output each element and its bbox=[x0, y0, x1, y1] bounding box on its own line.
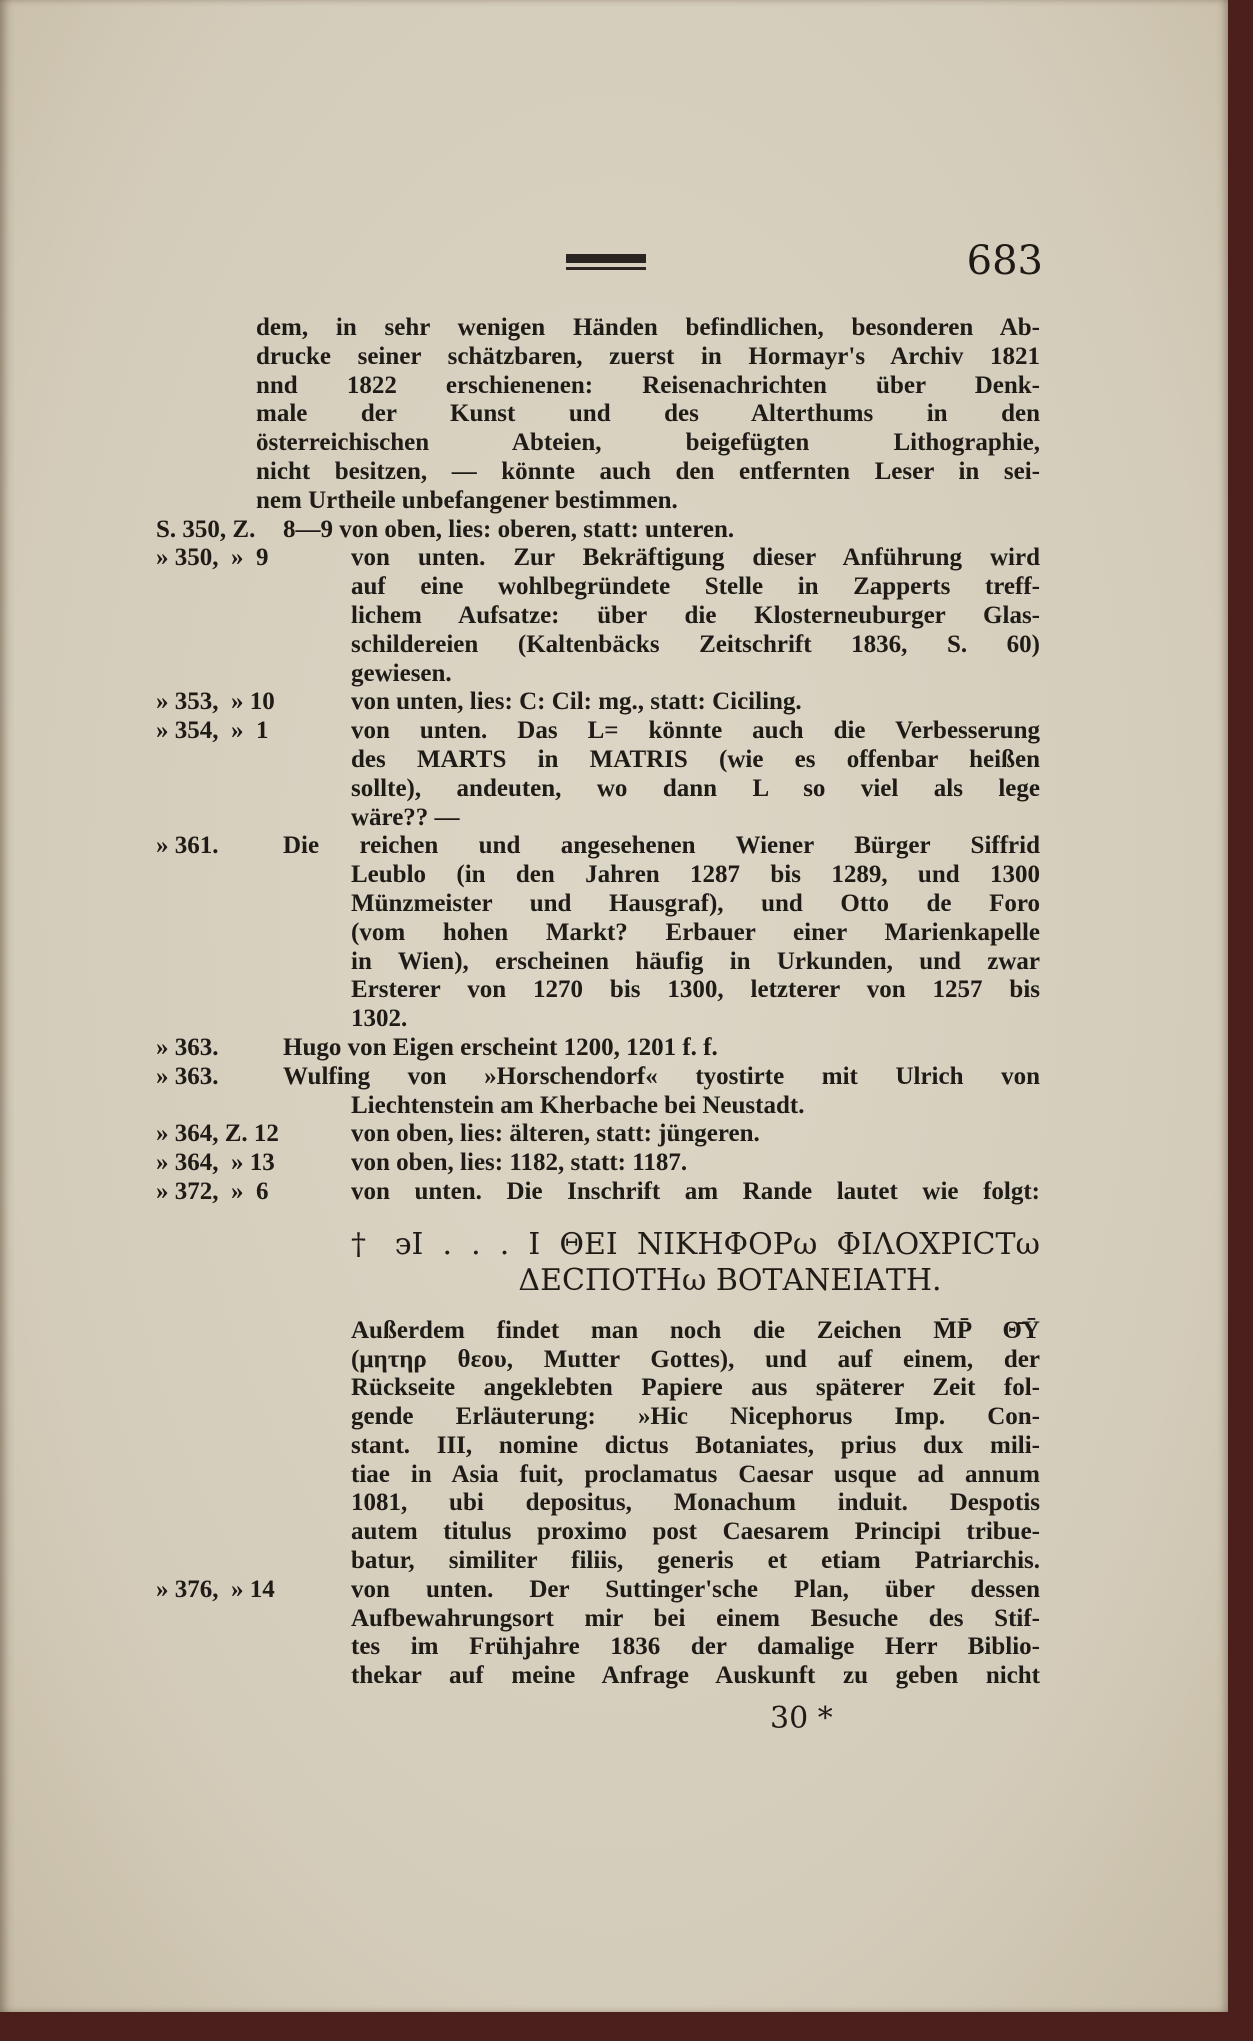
page-number: 683 bbox=[966, 238, 1043, 284]
text-line bbox=[0, 919, 1100, 948]
line-text: gewiesen. bbox=[351, 659, 452, 687]
text-line bbox=[0, 1518, 1100, 1547]
errata-reference-label: » 376, » 14 bbox=[156, 1575, 275, 1603]
text-line bbox=[0, 804, 1100, 833]
line-text: auf eine wohlbegründete Stelle in Zapperts treff- bbox=[351, 573, 1040, 601]
line-text: von unten. Das L= könnte auch die Verbesserung bbox=[351, 717, 1040, 745]
line-text: Die reichen und angesehenen Wiener Bürger Siffrid bbox=[283, 832, 1040, 860]
errata-entry-line bbox=[0, 1063, 1100, 1092]
line-text: male der Kunst und des Alterthums in den bbox=[256, 400, 1040, 428]
header-ornament-underline bbox=[566, 267, 646, 270]
text-line bbox=[0, 861, 1100, 890]
line-text: Rückseite angeklebten Papiere aus späterer Zeit fol- bbox=[351, 1374, 1040, 1402]
line-text: tiae in Asia fuit, proclamatus Caesar usque ad annum bbox=[351, 1460, 1040, 1488]
text-line bbox=[0, 1605, 1100, 1634]
text-line bbox=[0, 1092, 1100, 1121]
errata-reference-label: » 372, » 6 bbox=[156, 1177, 269, 1205]
text-line bbox=[0, 1374, 1100, 1403]
errata-entry-line bbox=[0, 1149, 1100, 1178]
text-line bbox=[0, 976, 1100, 1005]
line-text: nicht besitzen, — könnte auch den entfernten Leser in sei- bbox=[256, 457, 1040, 485]
line-text: autem titulus proximo post Caesarem Principi tribue- bbox=[351, 1518, 1040, 1546]
line-text: stant. III, nomine dictus Botaniates, prius dux mili- bbox=[351, 1431, 1040, 1459]
line-text: von unten, lies: C: Cil: mg., statt: Ciciling. bbox=[351, 688, 802, 716]
line-text: gende Erläuterung: »Hic Nicephorus Imp. Con- bbox=[351, 1403, 1040, 1431]
text-line bbox=[0, 429, 1100, 458]
line-text: (μητηρ θεου, Mutter Gottes), und auf einem, der bbox=[351, 1345, 1040, 1373]
line-text: (vom hohen Markt? Erbauer einer Marienkapelle bbox=[351, 918, 1040, 946]
line-text: lichem Aufsatze: über die Klosterneuburger Glas- bbox=[351, 601, 1040, 629]
errata-reference-label: » 350, » 9 bbox=[156, 544, 269, 572]
errata-entry-line bbox=[0, 717, 1100, 746]
line-text: 1081, ubi depositus, Monachum induit. Despotis bbox=[351, 1489, 1040, 1517]
line-text: Liechtenstein am Kherbache bei Neustadt. bbox=[351, 1091, 805, 1119]
text-line bbox=[0, 1461, 1100, 1490]
line-text: des MARTS in MATRIS (wie es offenbar heißen bbox=[351, 745, 1040, 773]
line-text: dem, in sehr wenigen Händen befindlichen, besonderen Ab- bbox=[256, 314, 1040, 341]
line-text: nnd 1822 erschienenen: Reisenachrichten über Denk- bbox=[256, 371, 1040, 399]
errata-reference-label: » 363. bbox=[156, 1062, 219, 1090]
text-line bbox=[0, 948, 1100, 977]
text-line bbox=[0, 602, 1100, 631]
text-line bbox=[0, 573, 1100, 602]
text-line bbox=[0, 343, 1100, 372]
line-text: sollte), andeuten, wo dann L so viel als lege bbox=[351, 774, 1040, 802]
inscription-text: † ϶Ι . . . Ι ΘΕΙ ΝΙΚΗΦΟΡω ΦΙΛΟΧΡΙCΤω bbox=[351, 1226, 1040, 1262]
greek-inscription-line bbox=[0, 1227, 1100, 1263]
text-line bbox=[0, 487, 1100, 516]
errata-entry-line bbox=[0, 1178, 1100, 1207]
text-line bbox=[0, 458, 1100, 487]
text-line bbox=[0, 775, 1100, 804]
errata-entry-line bbox=[0, 516, 1100, 545]
errata-entry-line bbox=[0, 544, 1100, 573]
line-text: drucke seiner schätzbaren, zuerst in Hormayr's Archiv 1821 bbox=[256, 342, 1040, 370]
errata-reference-label: » 364, » 13 bbox=[156, 1149, 275, 1177]
line-text: von unten. Die Inschrift am Rande lautet wie folgt: bbox=[351, 1177, 1040, 1205]
line-text: von oben, lies: älteren, statt: jüngeren. bbox=[351, 1120, 760, 1148]
text-line bbox=[0, 1662, 1100, 1691]
line-text: wäre?? — bbox=[351, 803, 460, 831]
text-line bbox=[0, 1489, 1100, 1518]
signature-mark: 30 * bbox=[770, 1701, 833, 1736]
text-line bbox=[0, 1547, 1100, 1576]
text-line bbox=[0, 746, 1100, 775]
line-text: österreichischen Abteien, beigefügten Lithographie, bbox=[256, 429, 1040, 457]
line-text: Aufbewahrungsort mir bei einem Besuche des Stif- bbox=[351, 1604, 1040, 1632]
line-text: 8—9 von oben, lies: oberen, statt: unteren. bbox=[283, 515, 735, 543]
line-text: Münzmeister und Hausgraf), und Otto de Foro bbox=[351, 889, 1040, 917]
errata-entry-line bbox=[0, 1034, 1100, 1063]
text-line bbox=[0, 660, 1100, 689]
line-text: thekar auf meine Anfrage Auskunft zu geben nicht bbox=[351, 1662, 1040, 1690]
line-text: 1302. bbox=[351, 1005, 408, 1033]
errata-reference-label: » 354, » 1 bbox=[156, 717, 269, 745]
errata-entry-line bbox=[0, 1120, 1100, 1149]
text-line bbox=[0, 631, 1100, 660]
errata-entry-line bbox=[0, 688, 1100, 717]
line-text: Leublo (in den Jahren 1287 bis 1289, und 1300 bbox=[351, 861, 1040, 889]
errata-reference-label: » 353, » 10 bbox=[156, 688, 275, 716]
line-text: in Wien), erscheinen häufig in Urkunden, und zwar bbox=[351, 947, 1040, 975]
line-text: von unten. Der Suttinger'sche Plan, über dessen bbox=[351, 1575, 1040, 1603]
line-text: Außerdem findet man noch die Zeichen M̄P̄ Θ̄Ȳ bbox=[351, 1316, 1040, 1344]
page-body-text bbox=[0, 314, 1100, 1691]
line-text: tes im Frühjahre 1836 der damalige Herr Biblio- bbox=[351, 1633, 1040, 1661]
line-text: von oben, lies: 1182, statt: 1187. bbox=[351, 1149, 688, 1177]
line-text: Hugo von Eigen erscheint 1200, 1201 f. f. bbox=[283, 1033, 718, 1061]
text-line bbox=[0, 1005, 1100, 1034]
errata-reference-label: » 363. bbox=[156, 1033, 219, 1061]
text-line bbox=[0, 314, 1100, 343]
text-line bbox=[0, 890, 1100, 919]
line-text: Ersterer von 1270 bis 1300, letzterer von 1257 bis bbox=[351, 976, 1040, 1004]
errata-reference-label: » 364, Z. 12 bbox=[156, 1120, 279, 1148]
line-text: nem Urtheile unbefangener bestimmen. bbox=[256, 486, 678, 514]
errata-reference-label: S. 350, Z. bbox=[156, 515, 256, 543]
errata-entry-line bbox=[0, 832, 1100, 861]
text-line bbox=[0, 1633, 1100, 1662]
line-text: Wulfing von »Horschendorf« tyostirte mit Ulrich von bbox=[283, 1062, 1040, 1090]
text-line bbox=[0, 1346, 1100, 1375]
text-line bbox=[0, 1403, 1100, 1432]
errata-reference-label: » 361. bbox=[156, 832, 219, 860]
text-line bbox=[0, 372, 1100, 401]
errata-entry-line bbox=[0, 1576, 1100, 1605]
inscription-text: ΔΕCΠΟΤΗω ΒΟΤΑΝΕΙΑΤΗ. bbox=[518, 1262, 942, 1298]
line-text: batur, similiter filiis, generis et etiam Patriarchis. bbox=[351, 1547, 1040, 1575]
text-line bbox=[0, 1317, 1100, 1346]
text-line bbox=[0, 1432, 1100, 1461]
header-ornament-rule bbox=[566, 254, 646, 263]
text-line bbox=[0, 400, 1100, 429]
line-text: von unten. Zur Bekräftigung dieser Anführung wird bbox=[351, 544, 1040, 572]
line-text: schildereien (Kaltenbäcks Zeitschrift 1836, S. 60) bbox=[351, 630, 1040, 658]
greek-inscription-line bbox=[0, 1263, 1100, 1299]
